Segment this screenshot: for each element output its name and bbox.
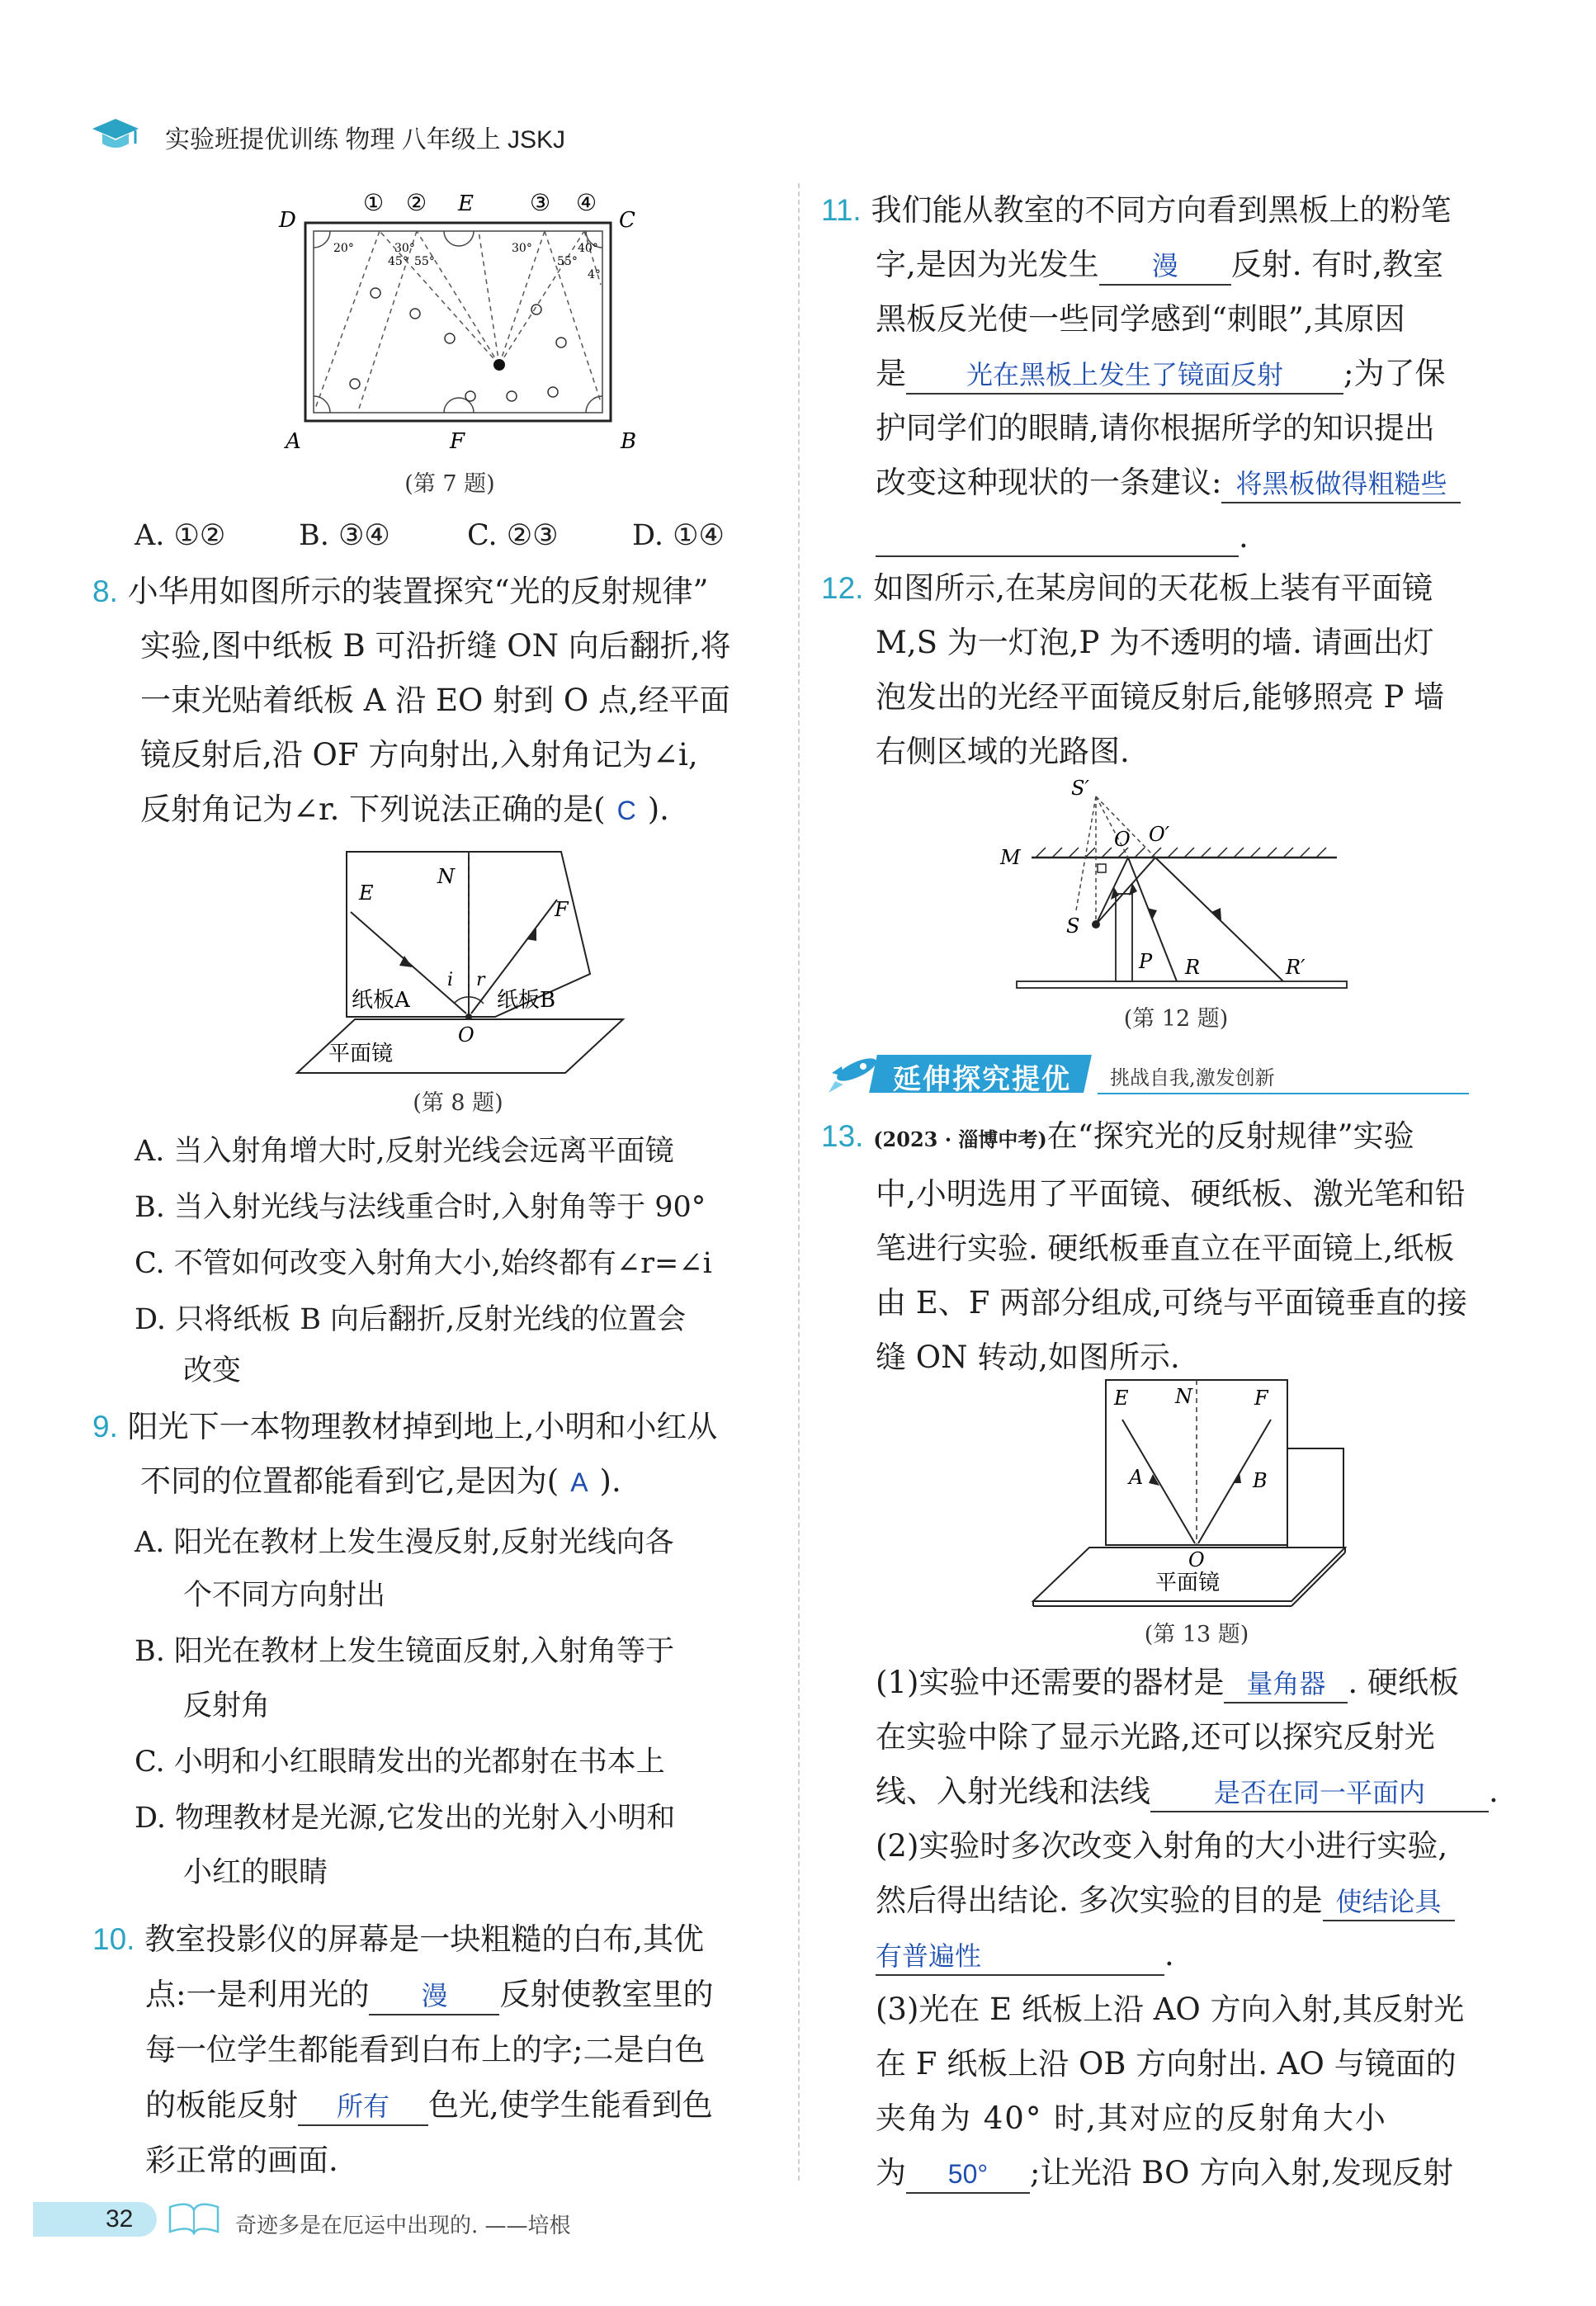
- q10-line: 教室投影仪的屏幕是一块粗糙的白布,其优: [144, 1921, 704, 1957]
- fig12-s-prime: S′: [1071, 777, 1089, 800]
- q10-blank-1[interactable]: 漫: [369, 1978, 499, 2015]
- q9-option-b-cont: 反射角: [183, 1689, 271, 1722]
- q8-close: ).: [647, 792, 669, 827]
- q7-option-a: A. ①②: [135, 519, 226, 552]
- q7-option-b: B. ③④: [299, 519, 390, 552]
- graduation-cap-icon: [91, 116, 140, 155]
- q8-line: 反射角记为∠r. 下列说法正确的是(: [140, 792, 606, 827]
- figure-12: [990, 772, 1370, 1003]
- q13-p2: .: [1164, 1937, 1174, 1973]
- q11-period: .: [1239, 519, 1249, 555]
- q12-line: M,S 为一灯泡,P 为不透明的墙. 请画出灯: [876, 625, 1434, 660]
- q13-number: 13.: [821, 1119, 864, 1153]
- question-12: [821, 561, 1547, 779]
- fig7-mid-f: F: [450, 429, 465, 454]
- q8-line: 一束光贴着纸板 A 沿 EO 射到 O 点,经平面: [140, 683, 730, 718]
- fig8-i: i: [447, 970, 454, 990]
- q12-number: 12.: [821, 571, 864, 605]
- fig8-board-b: 纸板B: [497, 988, 556, 1013]
- fig13-caption: (第 13 题): [1144, 1622, 1249, 1647]
- q10-line: 反射使教室里的: [499, 1977, 714, 2012]
- fig13-e: E: [1114, 1387, 1129, 1410]
- q13-line: 在“探究光的反射规律”实验: [1046, 1118, 1414, 1154]
- question-13: [821, 1109, 1547, 1385]
- q13-p1: (1)实验中还需要的器材是: [876, 1665, 1225, 1700]
- fig12-s: S: [1066, 914, 1080, 938]
- fig7-circled-4: ④: [576, 189, 597, 216]
- page-number: 32: [106, 2205, 134, 2233]
- section-underline: [1098, 1093, 1469, 1094]
- q13-p3: 为: [876, 2155, 906, 2190]
- fig13-n: N: [1175, 1385, 1192, 1408]
- q11-line: ;为了保: [1343, 356, 1446, 391]
- q8-option-a: A. 当入射角增大时,反射光线会远离平面镜: [135, 1135, 674, 1168]
- fig7-circled-2: ②: [406, 189, 427, 216]
- q13-p3: (3)光在 E 纸板上沿 AO 方向入射,其反射光: [876, 1992, 1465, 2027]
- q13-source: (2023 · 淄博中考): [873, 1127, 1047, 1151]
- fig7-circled-3: ③: [530, 189, 551, 216]
- q13-line: 由 E、F 两部分组成,可绕与平面镜垂直的接: [876, 1285, 1467, 1321]
- q13-line: 缝 ON 转动,如图所示.: [876, 1340, 1180, 1375]
- q10-line: 点:一是利用光的: [145, 1977, 370, 2012]
- q11-blank-3[interactable]: 将黑板做得粗糙些: [1221, 465, 1461, 503]
- q11-line: 改变这种现状的一条建议:: [876, 465, 1222, 500]
- q13-p3: 在 F 纸板上沿 OB 方向射出. AO 与镜面的: [876, 2046, 1457, 2082]
- footer: [33, 2195, 776, 2245]
- question-11: [821, 183, 1547, 565]
- fig8-e: E: [359, 881, 374, 905]
- q9-number: 9.: [92, 1410, 118, 1444]
- q9-option-c: C. 小明和小红眼睛发出的光都射在书本上: [135, 1746, 665, 1779]
- q8-option-d: D. 只将纸板 B 向后翻折,反射光线的位置会: [135, 1303, 687, 1336]
- q8-option-c: C. 不管如何改变入射角大小,始终都有∠r=∠i: [135, 1247, 712, 1280]
- fig7-corner-a: A: [286, 429, 301, 454]
- fig12-r: R: [1185, 956, 1201, 979]
- q13-blank-4[interactable]: 50°: [906, 2156, 1030, 2194]
- fig7-corner-d: D: [279, 208, 296, 233]
- q10-blank-2[interactable]: 所有: [298, 2088, 428, 2126]
- q11-line: 是: [876, 356, 906, 391]
- q11-blank-3-cont: [876, 519, 1239, 557]
- q9-line: 阳光下一本物理教材掉到地上,小明和小红从: [127, 1409, 718, 1444]
- q10-line: 彩正常的画面.: [145, 2143, 338, 2178]
- q13-line: 笔进行实验. 硬纸板垂直立在平面镜上,纸板: [876, 1231, 1455, 1266]
- fig13-a: A: [1129, 1466, 1144, 1489]
- fig13-b: B: [1253, 1469, 1268, 1492]
- fig7-angle: 45°: [388, 255, 408, 268]
- q8-number: 8.: [92, 574, 118, 608]
- q10-line: 每一位学生都能看到白布上的字;二是白色: [145, 2032, 706, 2067]
- q11-line: 护同学们的眼睛,请你根据所学的知识提出: [876, 410, 1435, 446]
- fig12-r-prime: R′: [1286, 956, 1306, 979]
- fig8-caption: (第 8 题): [413, 1090, 503, 1116]
- header: [83, 116, 825, 157]
- fig12-p: P: [1139, 950, 1153, 973]
- fig7-caption: (第 7 题): [404, 471, 495, 497]
- q8-option-d-cont: 改变: [183, 1354, 242, 1387]
- fig8-n: N: [437, 865, 455, 888]
- fig13-o: O: [1188, 1548, 1205, 1571]
- section-subtitle: 挑战自我,激发创新: [1110, 1066, 1275, 1089]
- page-number-tab: [33, 2202, 157, 2237]
- q9-option-a-cont: 个不同方向射出: [183, 1579, 386, 1612]
- q8-option-b: B. 当入射光线与法线重合时,入射角等于 90°: [135, 1191, 706, 1224]
- q10-line: 的板能反射: [145, 2087, 298, 2123]
- question-10: [92, 1911, 794, 2188]
- fig12-m: M: [1000, 846, 1021, 869]
- q13-p1: . 硬纸板: [1348, 1665, 1459, 1700]
- fig8-mirror: 平面镜: [328, 1042, 394, 1066]
- column-divider: [798, 183, 800, 2181]
- q13-p1: 线、入射光线和法线: [876, 1774, 1150, 1809]
- q13-blank-1[interactable]: 量角器: [1224, 1666, 1348, 1704]
- fig7-circled-1: ①: [363, 189, 385, 216]
- q13-line: 中,小明选用了平面镜、硬纸板、激光笔和铅: [876, 1176, 1466, 1212]
- fig7-angle: 20°: [333, 242, 354, 255]
- section-title: 延伸探究提优: [893, 1064, 1071, 1095]
- fig7-angle: 55°: [557, 255, 578, 268]
- figure-13: [1032, 1378, 1362, 1609]
- q7-option-c: C. ②③: [467, 519, 559, 552]
- q13-p2: (2)实验时多次改变入射角的大小进行实验,: [876, 1828, 1448, 1864]
- figure-8: [289, 850, 635, 1106]
- book-icon: [165, 2199, 223, 2237]
- q11-line: 字,是因为光发生: [876, 247, 1099, 282]
- fig13-f: F: [1254, 1387, 1268, 1410]
- fig7-angle: 30°: [512, 242, 532, 255]
- q12-line: 如图所示,在某房间的天花板上装有平面镜: [873, 570, 1433, 606]
- q8-line: 镜反射后,沿 OF 方向射出,入射角记为∠i,: [140, 737, 698, 773]
- q10-number: 10.: [92, 1922, 135, 1956]
- q7-option-d: D. ①④: [632, 519, 725, 552]
- q13-blank-2[interactable]: 是否在同一平面内: [1150, 1774, 1489, 1812]
- q10-line: 色光,使学生能看到色: [428, 2087, 713, 2123]
- question-13-parts: [876, 1656, 1561, 2200]
- section-banner: [825, 1048, 1469, 1098]
- q13-p1: 在实验中除了显示光路,还可以探究反射光: [876, 1719, 1435, 1755]
- fig12-o: O: [1114, 828, 1131, 851]
- question-8: [92, 565, 794, 838]
- figure-7: [264, 186, 644, 458]
- fig8-f: F: [555, 898, 569, 921]
- fig8-board-a: 纸板A: [352, 988, 410, 1013]
- q13-p3: ;让光沿 BO 方向入射,发现反射: [1030, 2155, 1453, 2190]
- fig8-r: r: [476, 970, 485, 990]
- q11-blank-2[interactable]: 光在黑板上发生了镜面反射: [906, 357, 1343, 395]
- q12-line: 泡发出的光经平面镜反射后,能够照亮 P 墙: [876, 679, 1445, 715]
- q11-line: 反射. 有时,教室: [1230, 247, 1444, 282]
- q11-number: 11.: [821, 193, 862, 227]
- q8-line: 小华用如图所示的装置探究“光的反射规律”: [127, 574, 709, 609]
- q9-answer: A: [570, 1467, 588, 1497]
- q8-answer: C: [616, 796, 636, 825]
- fig13-mirror: 平面镜: [1155, 1571, 1221, 1595]
- fig12-o-prime: O′: [1149, 823, 1170, 846]
- q13-p2: 然后得出结论. 多次实验的目的是: [876, 1883, 1323, 1918]
- fig12-caption: (第 12 题): [1123, 1006, 1229, 1032]
- fig7-angle: 30°: [394, 242, 415, 255]
- fig7-mid-e: E: [458, 191, 474, 216]
- q9-close: ).: [599, 1463, 621, 1499]
- q11-blank-1[interactable]: 漫: [1099, 248, 1231, 286]
- q13-blank-3-cont[interactable]: 有普遍性: [876, 1938, 1164, 1976]
- q9-line: 不同的位置都能看到它,是因为(: [140, 1463, 560, 1499]
- q9-option-a: A. 阳光在教材上发生漫反射,反射光线向各: [135, 1526, 674, 1559]
- fig7-corner-b: B: [621, 429, 637, 454]
- fig7-angle: 40°: [578, 242, 598, 255]
- q8-line: 实验,图中纸板 B 可沿折缝 ON 向后翻折,将: [140, 628, 731, 664]
- q11-line: 我们能从教室的不同方向看到黑板上的粉笔: [871, 192, 1452, 228]
- q13-blank-3[interactable]: 使结论具: [1323, 1883, 1455, 1921]
- q13-p1: .: [1489, 1774, 1499, 1809]
- fig7-angle: 4°: [588, 268, 601, 281]
- fig7-corner-c: C: [619, 208, 635, 233]
- q9-option-d-cont: 小红的眼睛: [183, 1856, 328, 1889]
- q11-line: 黑板反光使一些同学感到“刺眼”,其原因: [876, 301, 1405, 337]
- q12-line: 右侧区域的光路图.: [876, 734, 1130, 769]
- footer-quote: 奇迹多是在厄运中出现的. ——培根: [235, 2214, 571, 2238]
- question-9: [92, 1400, 794, 1510]
- fig7-angle: 55°: [414, 255, 435, 268]
- fig8-o: O: [458, 1023, 475, 1047]
- header-title: 实验班提优训练 物理 八年级上 JSKJ: [165, 126, 566, 154]
- q9-option-b: B. 阳光在教材上发生镜面反射,入射角等于: [135, 1635, 675, 1668]
- q13-p3: 夹角为 40° 时,其对应的反射角大小: [876, 2100, 1387, 2136]
- q9-option-d: D. 物理教材是光源,它发出的光射入小明和: [135, 1802, 676, 1835]
